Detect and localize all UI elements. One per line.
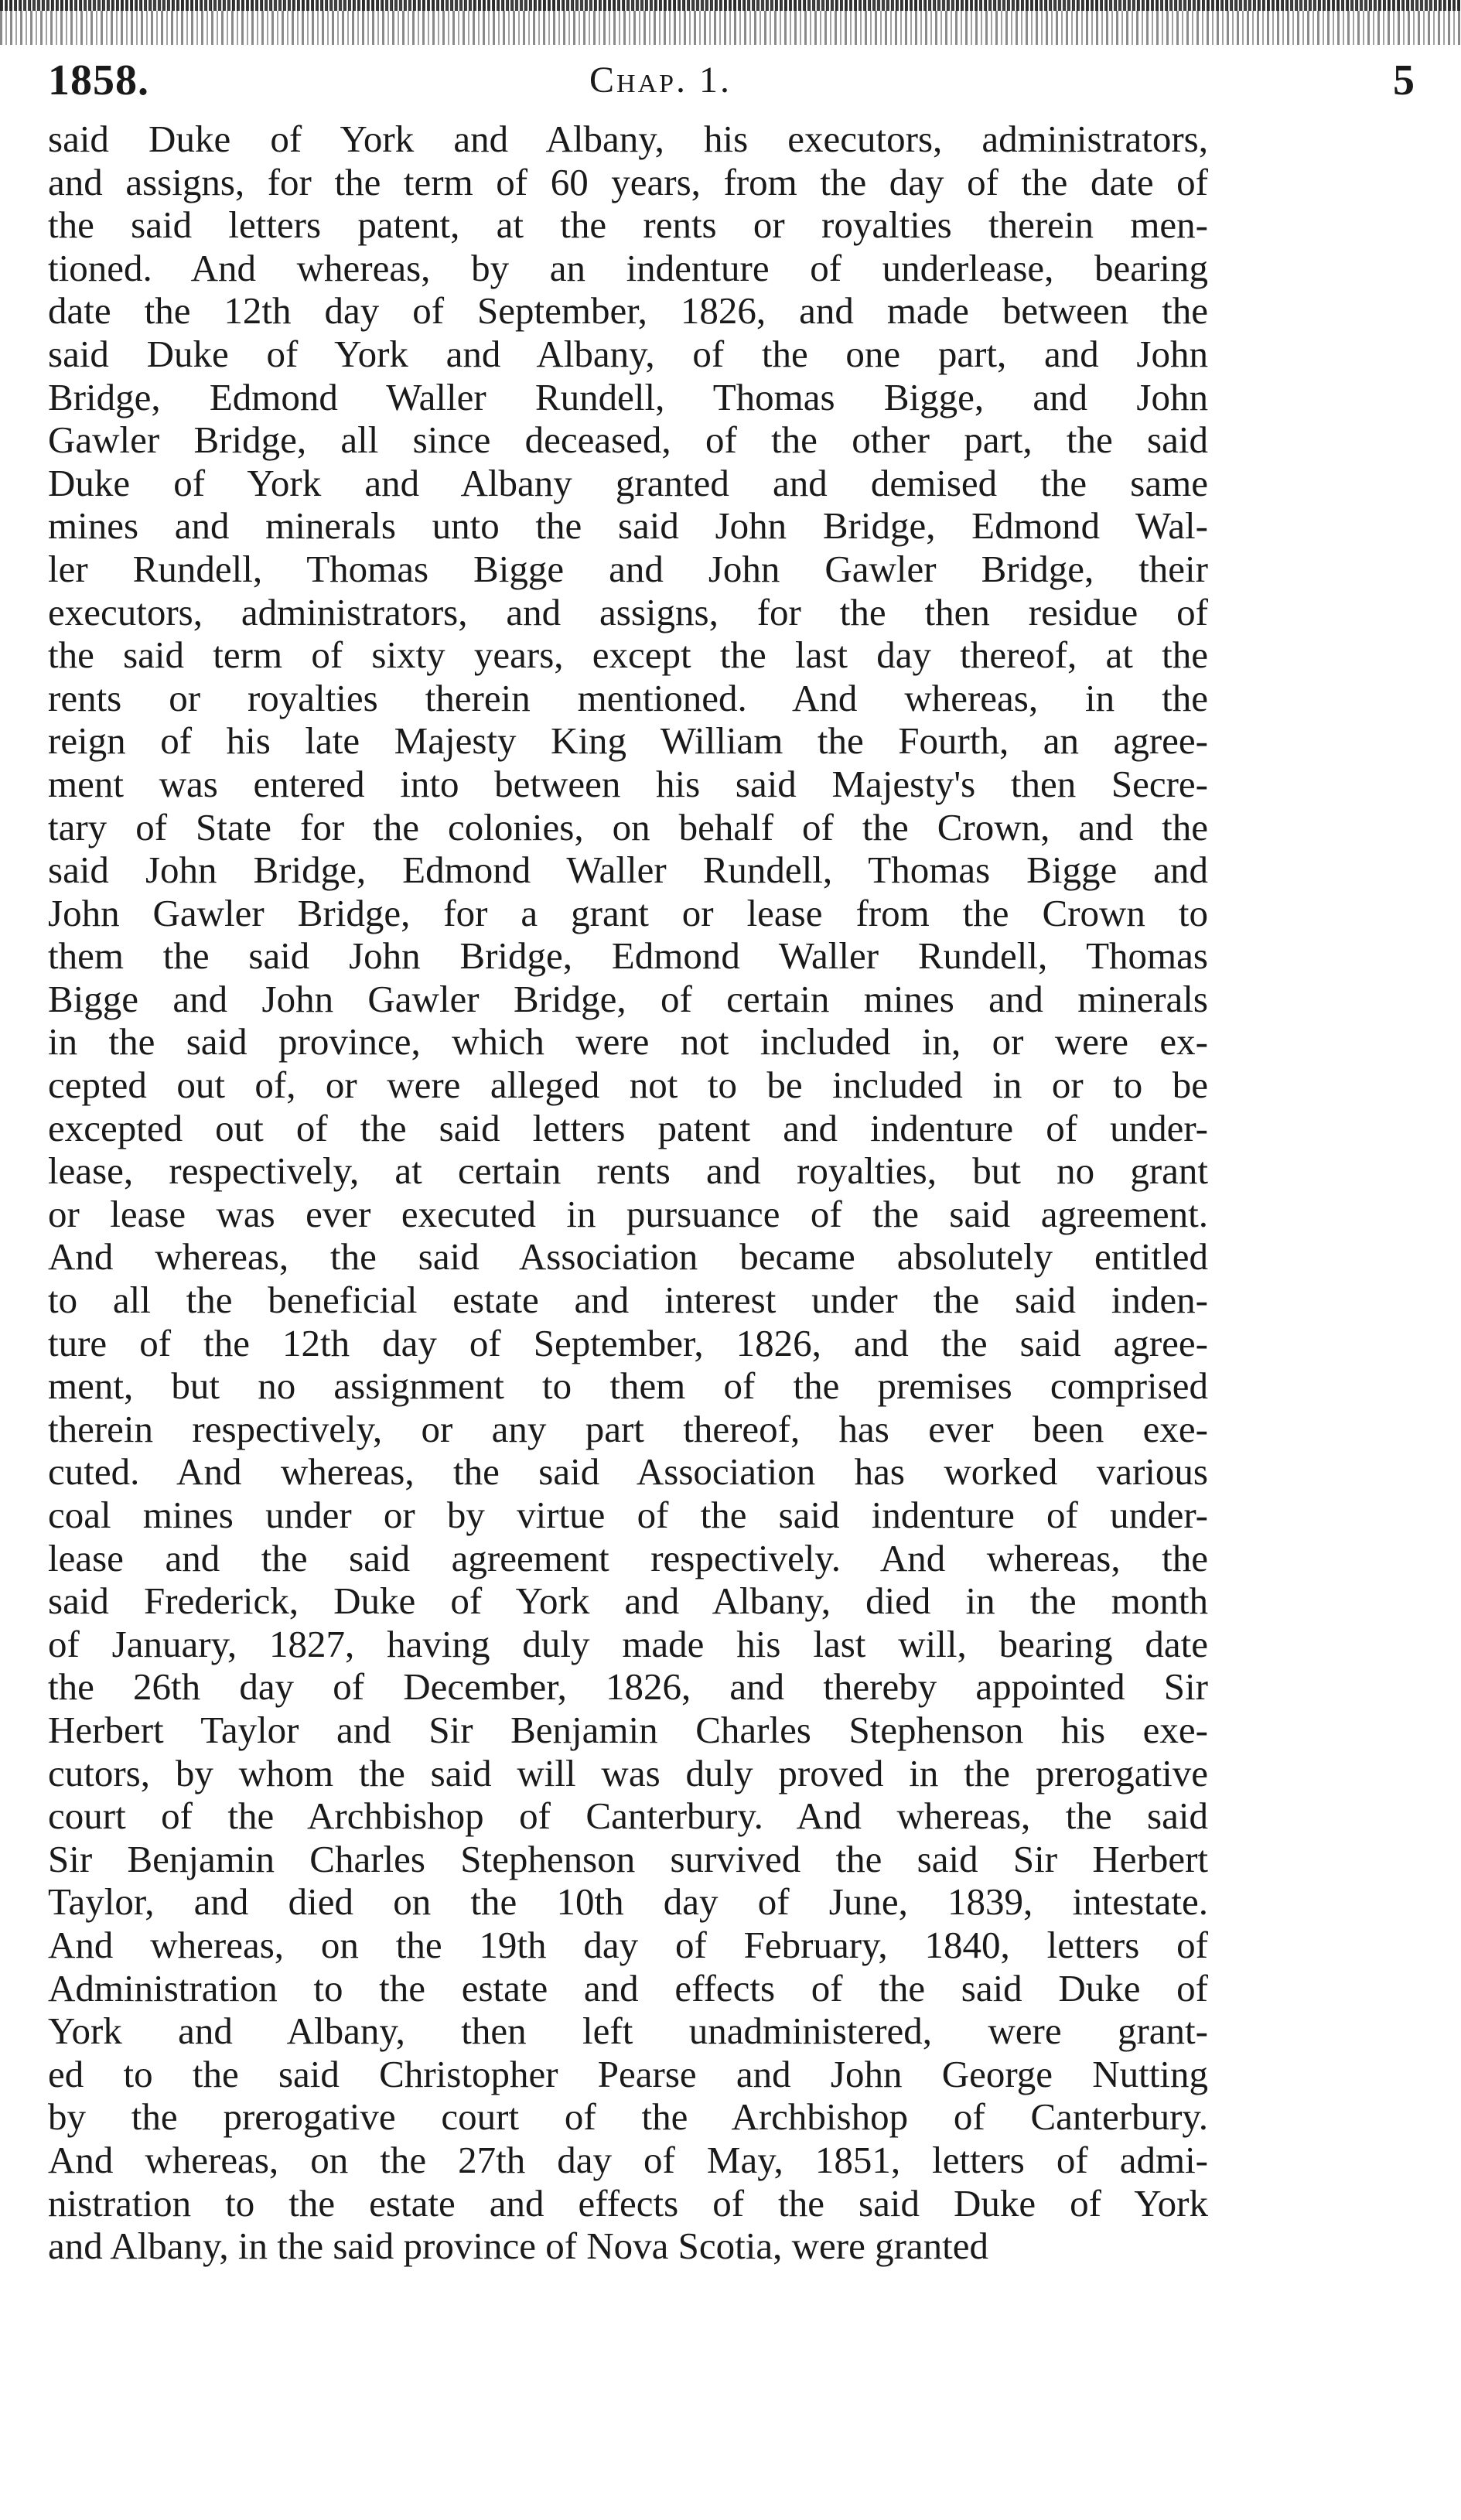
text-line: Herbert Taylor and Sir Benjamin Charles Stephenson his exe-: [48, 1708, 1208, 1751]
page-top-edge-dark: [0, 0, 1461, 11]
text-line: ed to the said Christopher Pearse and John George Nutting: [48, 2052, 1208, 2095]
text-line: cuted. And whereas, the said Association has worked various: [48, 1450, 1208, 1494]
text-line: reign of his late Majesty King William the Fourth, an agree-: [48, 719, 1208, 763]
text-line: and assigns, for the term of 60 years, from the day of the date of: [48, 160, 1208, 203]
text-line: And whereas, on the 27th day of May, 1851, letters of admi-: [48, 2138, 1208, 2181]
text-line: court of the Archbishop of Canterbury. And whereas, the said: [48, 1794, 1208, 1838]
text-line: of January, 1827, having duly made his last will, bearing date: [48, 1622, 1208, 1665]
text-line: Duke of York and Albany granted and demised the same: [48, 461, 1208, 504]
text-line: ment, but no assignment to them of the premises comprised: [48, 1364, 1208, 1408]
text-line: to all the beneficial estate and interest under the said inden-: [48, 1279, 1208, 1322]
text-line: Taylor, and died on the 10th day of June, 1839, intestate.: [48, 1880, 1208, 1924]
text-line: the said letters patent, at the rents or royalties therein men-: [48, 203, 1208, 247]
text-line: the 26th day of December, 1826, and thereby appointed Sir: [48, 1665, 1208, 1709]
text-line: John Gawler Bridge, for a grant or lease from the Crown to: [48, 891, 1208, 934]
text-line: And whereas, the said Association became absolutely entitled: [48, 1235, 1208, 1279]
body-text: [48, 118, 1208, 2268]
text-line: York and Albany, then left unadministered, were grant-: [48, 2010, 1208, 2053]
text-line: the said term of sixty years, except the last day thereof, at the: [48, 633, 1208, 677]
text-line: said John Bridge, Edmond Waller Rundell, Thomas Bigge and: [48, 849, 1208, 892]
text-line: them the said John Bridge, Edmond Waller Rundell, Thomas: [48, 934, 1208, 978]
header-year: 1858.: [48, 56, 149, 104]
text-line: rents or royalties therein mentioned. And whereas, in the: [48, 676, 1208, 719]
text-line: Bridge, Edmond Waller Rundell, Thomas Bigge, and John: [48, 375, 1208, 418]
text-line: tioned. And whereas, by an indenture of underlease, bearing: [48, 246, 1208, 289]
text-line: excepted out of the said letters patent and indenture of under-: [48, 1106, 1208, 1149]
text-line: and Albany, in the said province of Nova Scotia, were granted: [48, 2225, 989, 2268]
text-line: ture of the 12th day of September, 1826, and the said agree-: [48, 1321, 1208, 1364]
text-line: Administration to the estate and effects of the said Duke of: [48, 1966, 1208, 2010]
text-line: tary of State for the colonies, on behalf of the Crown, and the: [48, 805, 1208, 849]
running-header: [48, 56, 1415, 118]
text-line: said Duke of York and Albany, his executors, administrators,: [48, 118, 1208, 160]
text-line: Gawler Bridge, all since deceased, of the other part, the said: [48, 418, 1208, 462]
text-line: And whereas, on the 19th day of February, 1840, letters of: [48, 1923, 1208, 1966]
text-line: cutors, by whom the said will was duly proved in the prerogative: [48, 1751, 1208, 1794]
text-line: by the prerogative court of the Archbishop of Canterbury.: [48, 2095, 1208, 2139]
text-line: cepted out of, or were alleged not to be included in or to be: [48, 1064, 1208, 1107]
text-line: said Frederick, Duke of York and Albany, died in the month: [48, 1579, 1208, 1623]
header-page-number: 5: [1393, 56, 1415, 104]
text-line: nistration to the estate and effects of the said Duke of York: [48, 2181, 1208, 2225]
text-line: ler Rundell, Thomas Bigge and John Gawler Bridge, their: [48, 547, 1208, 590]
text-line: date the 12th day of September, 1826, and made between the: [48, 289, 1208, 333]
text-line: therein respectively, or any part thereof, has ever been exe-: [48, 1407, 1208, 1450]
text-line: coal mines under or by virtue of the said indenture of under-: [48, 1494, 1208, 1536]
text-line: Bigge and John Gawler Bridge, of certain mines and minerals: [48, 977, 1208, 1020]
text-line: Sir Benjamin Charles Stephenson survived the said Sir Herbert: [48, 1837, 1208, 1880]
text-line: executors, administrators, and assigns, for the then residue of: [48, 590, 1208, 633]
text-line: or lease was ever executed in pursuance of the said agreement.: [48, 1192, 1208, 1235]
text-line: lease and the said agreement respectively. And whereas, the: [48, 1536, 1208, 1579]
text-line: said Duke of York and Albany, of the one part, and John: [48, 332, 1208, 375]
header-chapter: Chap. 1.: [589, 60, 732, 101]
text-line: mines and minerals unto the said John Bridge, Edmond Wal-: [48, 504, 1208, 548]
text-line: in the said province, which were not included in, or were ex-: [48, 1020, 1208, 1064]
text-line: ment was entered into between his said Majesty's then Secre-: [48, 762, 1208, 805]
text-line: lease, respectively, at certain rents and royalties, but no grant: [48, 1149, 1208, 1193]
